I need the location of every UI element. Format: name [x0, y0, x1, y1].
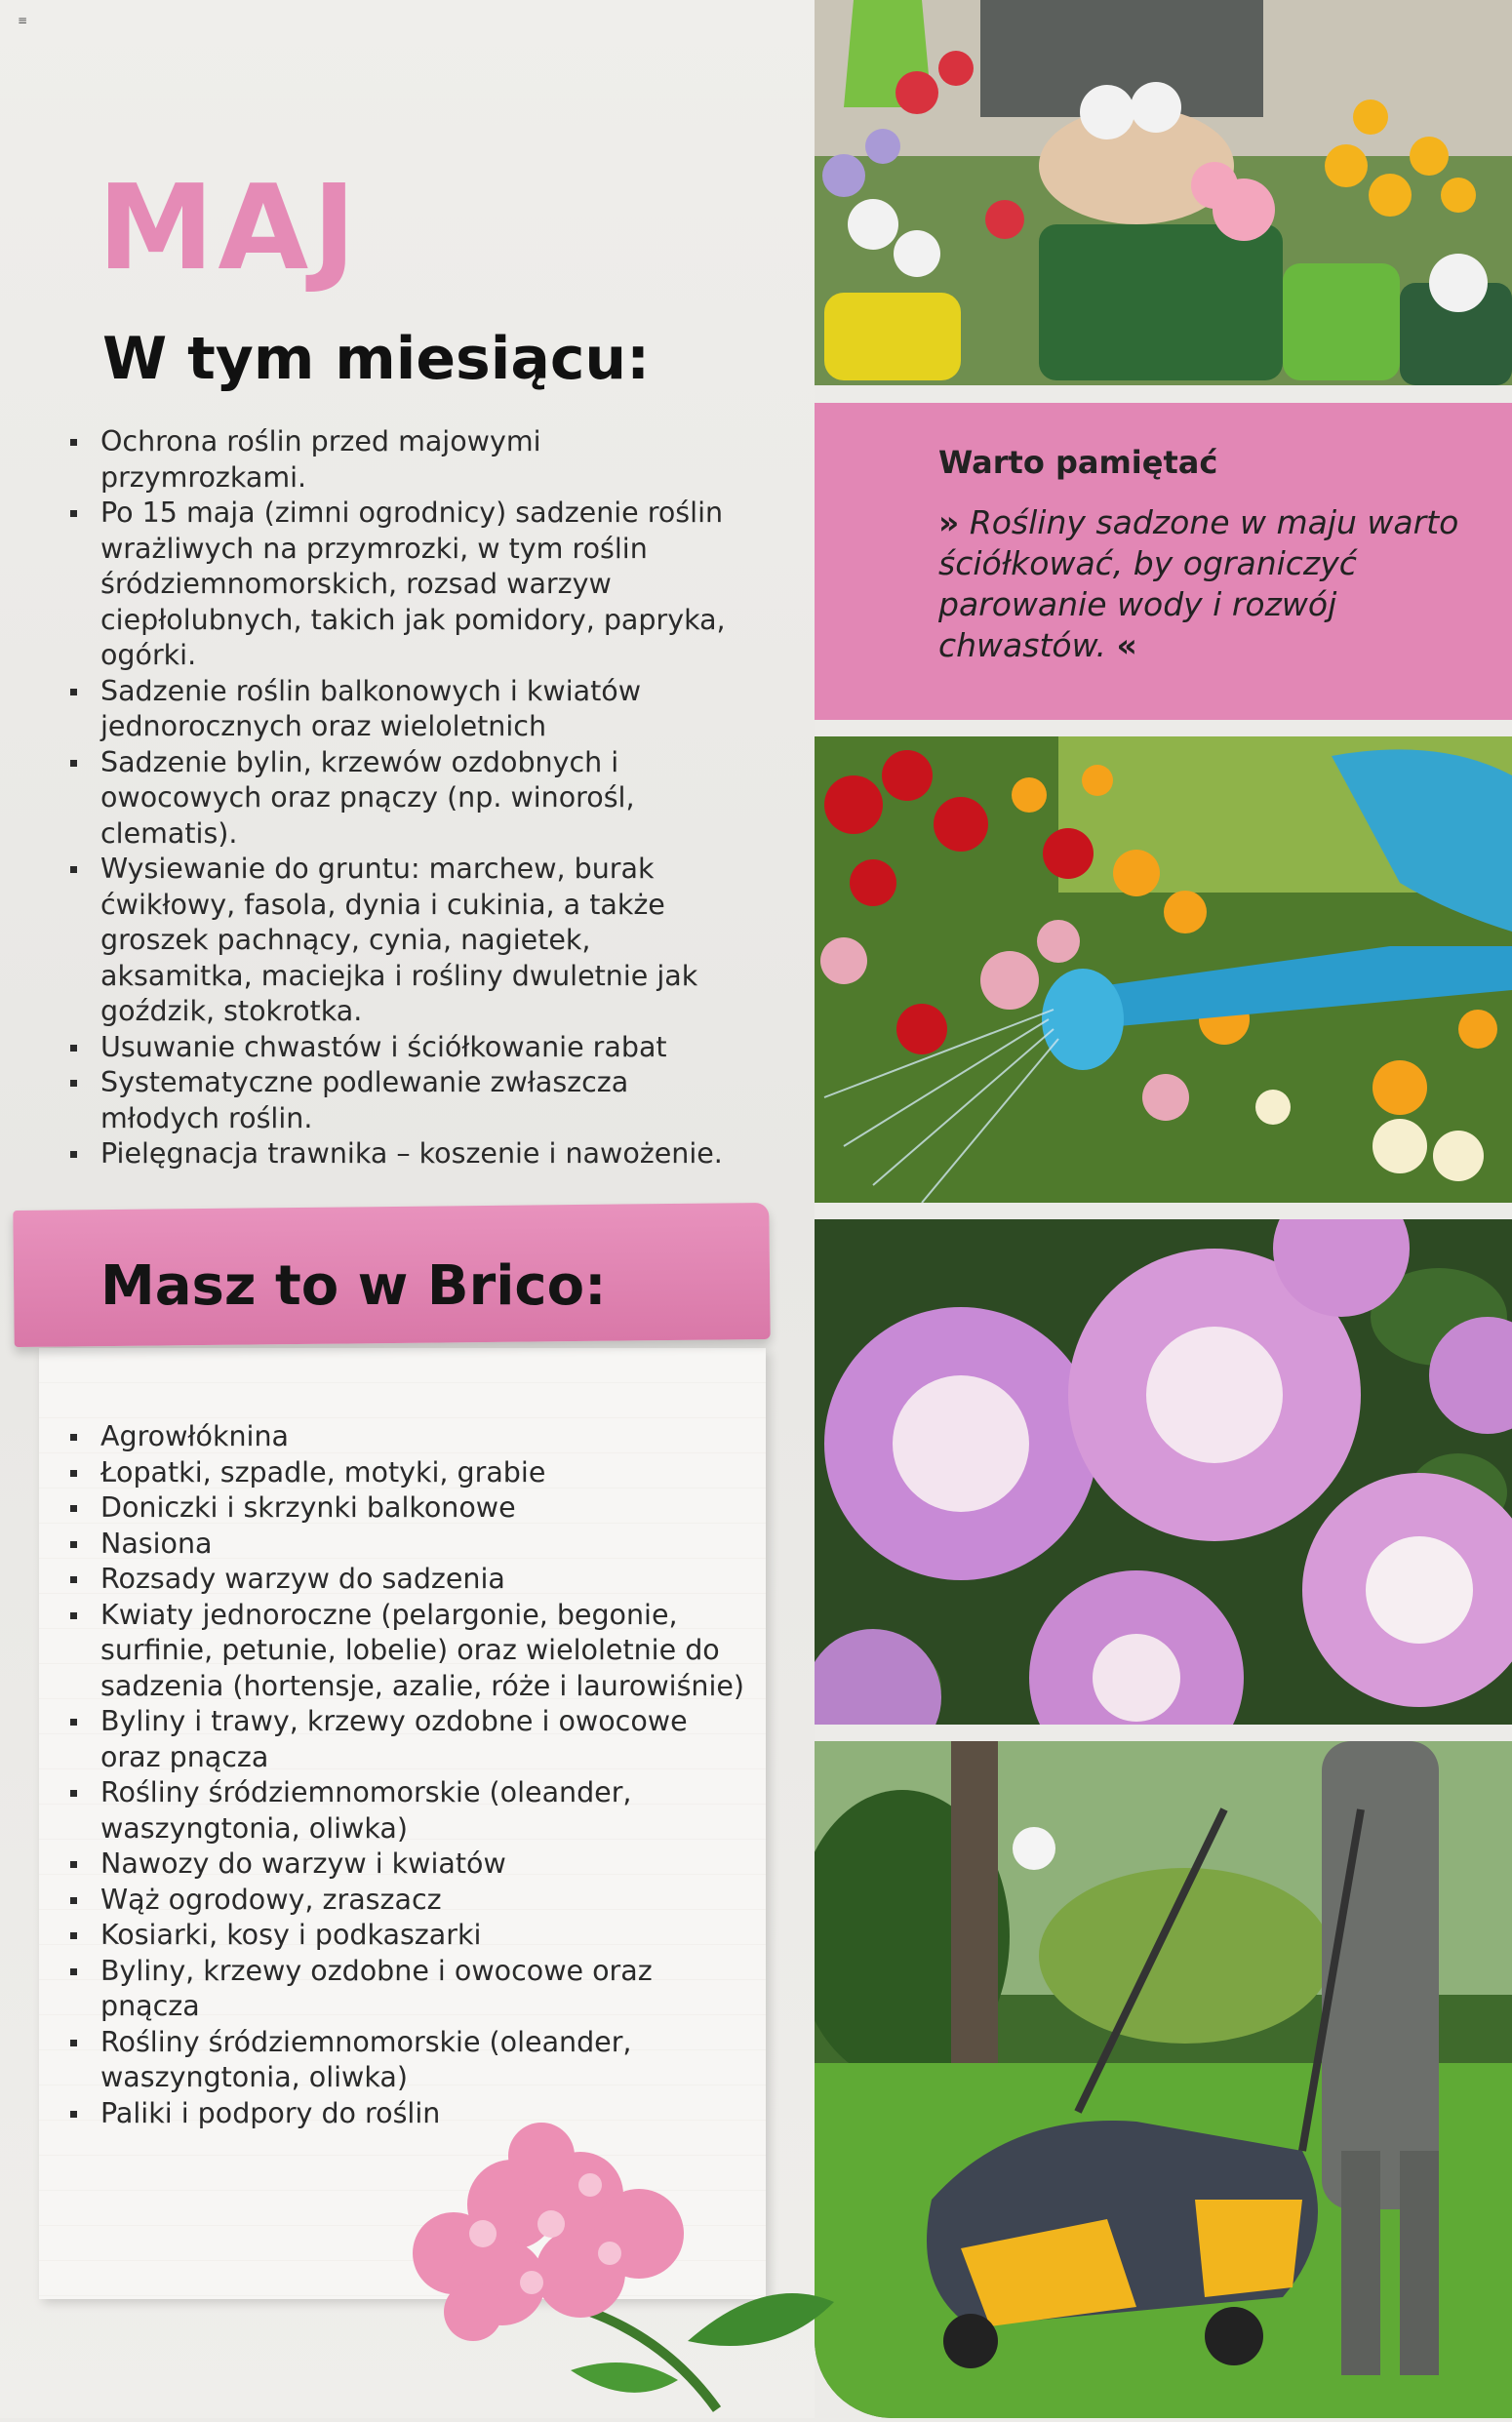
list-item: Byliny i trawy, krzewy ozdobne i owocowe oraz pnącza — [68, 1704, 751, 1775]
corner-mark: ≡ — [18, 14, 28, 27]
this-month-list — [68, 424, 751, 1172]
hydrangea-photo — [395, 2117, 854, 2418]
list-item: Rośliny śródziemnomorskie (oleander, waszyngtonia, oliwka) — [68, 1775, 751, 1846]
lawn-mower-photo — [815, 1741, 1512, 2418]
list-item: Kwiaty jednoroczne (pelargonie, begonie, surfinie, petunie, lobelie) oraz wieloletnie do sadzenia (hortensje, azalie, róże i laurowiśnie) — [68, 1598, 751, 1705]
list-item: Łopatki, szpadle, motyki, grabie — [68, 1455, 751, 1491]
quote-open-icon: » — [938, 503, 960, 541]
potted-flowers-photo — [815, 0, 1512, 385]
brico-title: Masz to w Brico: — [100, 1254, 607, 1318]
list-item: Agrowłóknina — [68, 1419, 751, 1455]
list-item: Systematyczne podlewanie zwłaszcza młodych roślin. — [68, 1065, 751, 1136]
list-item: Rośliny śródziemnomorskie (oleander, waszyngtonia, oliwka) — [68, 2025, 751, 2096]
month-title: MAJ — [98, 161, 360, 297]
list-item: Nawozy do warzyw i kwiatów — [68, 1846, 751, 1883]
list-item: Paliki i podpory do roślin — [68, 2096, 751, 2132]
list-item: Ochrona roślin przed majowymi przymrozkami. — [68, 424, 751, 496]
list-item: Wąż ogrodowy, zraszacz — [68, 1883, 751, 1919]
this-month-title: W tym miesiącu: — [102, 325, 651, 393]
list-item: Doniczki i skrzynki balkonowe — [68, 1490, 751, 1527]
tip-heading: Warto pamiętać — [938, 444, 1218, 481]
tip-text — [938, 502, 1485, 666]
list-item: Nasiona — [68, 1527, 751, 1563]
list-item: Po 15 maja (zimni ogrodnicy) sadzenie roślin wrażliwych na przymrozki, w tym roślin śródziemnomorskich, rozsad warzyw ciepłolubnych, takich jak pomidory, papryka, ogórki. — [68, 496, 751, 674]
list-item: Kosiarki, kosy i podkaszarki — [68, 1918, 751, 1954]
list-item: Sadzenie roślin balkonowych i kwiatów jednorocznych oraz wieloletnich — [68, 674, 751, 745]
quote-close-icon: « — [1116, 626, 1137, 664]
brico-product-list — [68, 1419, 751, 2131]
tip-body: Rośliny sadzone w maju warto ściółkować, by ograniczyć parowanie wody i rozwój chwastów. — [938, 503, 1459, 664]
list-item: Wysiewanie do gruntu: marchew, burak ćwikłowy, fasola, dynia i cukinia, a także groszek pachnący, cynia, nagietek, aksamitka, maciejka i rośliny dwuletnie jak goździk, stokrotka. — [68, 852, 751, 1030]
dahlias-photo — [815, 1219, 1512, 1725]
list-item: Sadzenie bylin, krzewów ozdobnych i owocowych oraz pnączy (np. winorośl, clematis). — [68, 745, 751, 853]
watering-can-photo — [815, 736, 1512, 1203]
list-item: Usuwanie chwastów i ściółkowanie rabat — [68, 1030, 751, 1066]
list-item: Rozsady warzyw do sadzenia — [68, 1562, 751, 1598]
list-item: Byliny, krzewy ozdobne i owocowe oraz pnącza — [68, 1954, 751, 2025]
list-item: Pielęgnacja trawnika – koszenie i nawożenie. — [68, 1136, 751, 1172]
